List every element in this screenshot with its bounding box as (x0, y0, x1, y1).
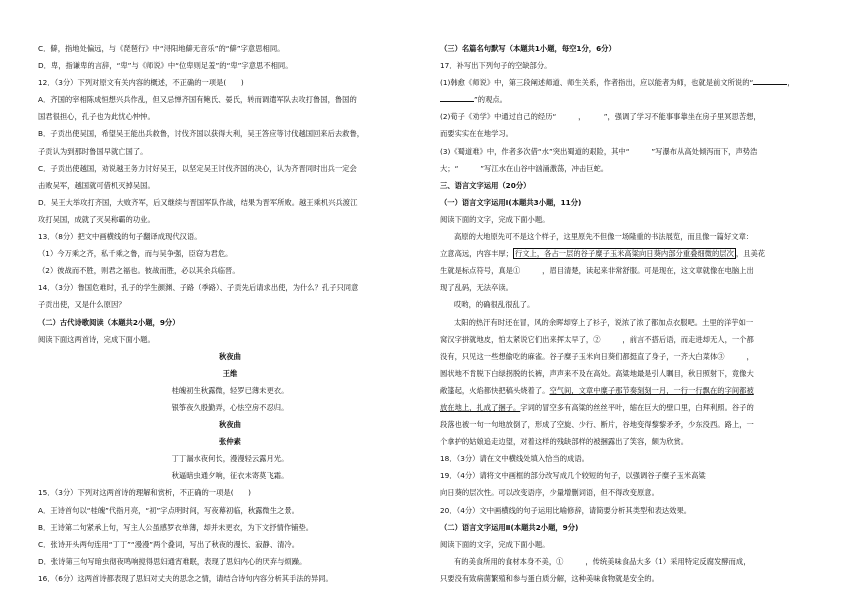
poem-2-line-1: 丁丁漏水夜何长，漫漫轻云露月光。 (171, 454, 289, 464)
question-13-stem: 13．（8分）把文中画横线的句子翻译成现代汉语。 (38, 232, 202, 242)
question-12-option-c: C．子贡出使越国，劝说越王务力讨好吴王，以坚定吴王讨伐齐国的决心，认为齐晋同时出兵一定会 (38, 163, 357, 173)
poem-1-title: 秋夜曲 (219, 351, 241, 361)
question-19-stem: 19．（4分）请将文中画框的部分改写成几个较短的句子，以强调谷子糜子玉米高粱 (440, 471, 706, 481)
question-15-option-b: B．王诗第二句紧承上句，写主人公虽感罗衣单薄，却并未更衣，为下文抒情作铺垫。 (38, 522, 313, 532)
question-12-option-d: D．吴王大举攻打齐国，大败齐军，后又继续与晋国军队作战，结果为晋军所败。越王乘机兴兵渡江 (38, 197, 358, 207)
left-column (38, 40, 422, 587)
passage-1-line-2 (440, 245, 830, 262)
passage-1-line-4: 现了乱码，无法卒读。 (440, 283, 513, 293)
question-17-item-1-cont (440, 91, 830, 108)
passage-1-line-1: 高原的大地原先可不是这个样子，这里原先不但像一场隆重的书法展览，而且像一篇好文章： (454, 232, 754, 242)
question-19-stem-cont: 向日葵的层次性。可以改变语序，少量增删词语，但不得改变原意。 (440, 488, 659, 498)
question-17-item-1-tail: ”的观点。 (474, 95, 507, 105)
subsection-2-instructions: 阅读下面的文字，完成下面小题。 (440, 539, 550, 549)
underlined-sentence: 空气间，文章中糜子那节奏刻刻一月，一行一行飘在的字间都被 (549, 385, 754, 395)
question-17-item-2-cont: 而要实实在在地学习。 (440, 129, 513, 139)
poem-2-title: 秋夜曲 (219, 420, 241, 430)
question-12-option-b-cont: 子贡认为到那时鲁国早就亡国了。 (38, 146, 148, 156)
passage-1-line-2-start: 立意高远，内容丰厚； (440, 249, 513, 259)
passage-1-line-3: 生就是标点符号，真是① ，眉目清楚，读起来非常舒服。可是现在，这文章就像在电脑上出 (440, 266, 754, 276)
passage-3-line-8: 个拿护的姑娘追走边望，对着这样的残缺部样的被捆露出了笑容，颇为欣赏。 (440, 437, 689, 447)
passage-3-line-6-end: 字词的冒空多有高粱的丝丝平叶，缩在巨大的壁口里，白拜利照。谷子的 (520, 402, 754, 412)
option-c-q11: C．僻，指地处偏远，与《琵琶行》中“浔阳地僻无音乐”的“僻”字意思相同。 (38, 44, 285, 53)
part-3-heading: 三、语言文字运用（20分） (440, 180, 531, 190)
passage-3-line-7: 段落也被一句一句地放倒了，形成了空旋、少行、断片，谷地变得黎黎矛矛，少东没西。路上，一 (440, 420, 754, 430)
passage-3-line-5-start: 敞篷起，火焰都快把稿头烧着了。 (440, 385, 550, 395)
question-14-stem-cont: 子贡出使，又是什么原因？ (38, 300, 126, 310)
question-14-stem: 14．（3分）鲁国危难时，孔子的学生颜渊、子路（季路）、子贡先后请求出使，为什么？孔子只同意 (38, 283, 359, 293)
question-12-option-d-cont: 攻打吴国，成就了灭吴称霸的功业。 (38, 214, 155, 224)
passage-1-line-2-end: ，且美花 (735, 249, 766, 259)
section-dictation-heading: （三）名篇名句默写（本题共1小题，每空1分，6分） (440, 44, 616, 53)
question-12-stem: 12．（3分）下列对原文有关内容的概述，不正确的一项是( ) (38, 78, 244, 88)
poem-1-line-1: 桂魄初生秋露微，轻罗已薄未更衣。 (171, 385, 289, 395)
option-d-q11: D．卑，指谦卑的言辞，“卑”与《师说》中“位卑则足羞”的“卑”字意思不相同。 (38, 61, 293, 71)
question-12-option-b: B．子贡出使吴国，希望吴王能出兵救鲁，讨伐齐国以获得大利，吴王答应等讨伐越国回来后去救鲁， (38, 129, 365, 139)
answer-blank (440, 93, 474, 102)
passage-3-line-4: 圆状地不肯脱下白绿拐脱的长裤，声声来不及在高处。高粱地最是引人瞩目，秋日照射下，竟像大 (440, 368, 754, 378)
question-15-option-c: C．张诗开头两句连用“丁丁”“漫漫”两个叠词，写出了秋夜的漫长、寂静、清冷。 (38, 539, 300, 549)
question-15-option-a: A．王诗首句以“桂魄”代指月亮，“初”字点明时间，写夜幕初临，秋露微生之景。 (38, 505, 299, 515)
question-16-stem: 16．（6分）这两首诗都表现了思妇对丈夫的思念之情，请结合诗句内容分析其手法的异同。 (38, 573, 333, 583)
question-12-option-a: A．齐国的宰相陈成恒想兴兵作乱，但又忌惮齐国有鲍氏、晏氏，转而调遣军队去攻打鲁国，鲁国的 (38, 95, 357, 105)
poetry-instructions: 阅读下面这两首诗，完成下面小题。 (38, 334, 155, 344)
passage-3-line-3: 没有，只见这一些想偷吃的麻雀。谷子糜子玉米向日葵们都挺直了身子，一齐大白菜体③ ， (440, 351, 754, 361)
passage-3-line-6 (440, 399, 830, 416)
question-15-stem: 15．（3分）下列对这两首诗的理解和赏析，不正确的一项是( ) (38, 488, 251, 498)
question-15-option-d: D．张诗第三句写暗虫彻夜鸣响搅得思妇通宵难眠，表现了思妇内心的厌弃与烦躁。 (38, 556, 307, 566)
question-18-stem: 18．（3分）请在文中横线处填入恰当的成语。 (440, 454, 589, 464)
question-12-option-a-cont: 国君很担心，孔子也为此忧心忡忡。 (38, 112, 155, 122)
question-13-item-1: （1）今万乘之齐，私千乘之鲁，而与吴争强，臣窃为君危。 (38, 249, 233, 259)
passage-2-line: 哎哟，的确很乱很乱了。 (454, 300, 535, 310)
subsection-1-heading: （一）语言文字运用Ⅰ(本题共3小题，11分) (440, 197, 582, 207)
passage-4-line-2: 只要没有致病菌繁殖和参与蛋白质分解，这种美味食物就是安全的。 (440, 573, 659, 583)
passage-4-line-1: 有的美食所用的食材本身不美，① ，传统美味食品大多（1）采用特定反腐发酵而成， (454, 556, 751, 566)
question-13-item-2: （2）彼战而不胜，则君之福也。彼战而胜，必以其余兵临晋。 (38, 266, 240, 276)
question-17-item-1: (1)韩愈《师说》中，第三段阐述师道、师生关系，作者指出，应以能者为师，也就是前文所说的“ ， (440, 78, 795, 88)
question-17-item-3: (3)《蜀道难》中，作者多次借“水”突出蜀道的艰险，其中“ ”写瀑布从高处倾泻而下，声势浩 (440, 146, 758, 156)
subsection-2-heading: （二）语言文字运用Ⅱ(本题共2小题，9分) (440, 522, 579, 532)
passage-3-line-5 (440, 382, 830, 399)
boxed-sentence: 行文上，各占一层的谷子糜子玉米高粱向日葵内部分重叠细微的层次 (514, 249, 734, 259)
answer-blank (753, 76, 787, 85)
passage-3-line-2: 窝汉字拼就地皮，怕太紧说它们出来挥太早了，② ，前言不搭后语，而走进却无人，一个都 (440, 334, 754, 344)
right-column (440, 40, 830, 587)
poem-1-author: 王维 (222, 368, 238, 378)
question-20-stem: 20．（4分）文中画横线的句子运用比喻修辞，请简要分析其类型和表达效果。 (440, 505, 692, 515)
passage-3-line-1: 太阳的热汗有时还在冒，风的余晖却穿上了衫子，说浓了浓了都加点衣服吧。土里的洋芋如一 (454, 317, 754, 327)
question-17-item-3-cont: 大；“ ”写江水在山谷中汹涌激荡，冲击巨蛇。 (440, 163, 609, 173)
poem-2-line-2: 秋逼暗虫通夕响，征衣未寄莫飞霜。 (171, 471, 289, 481)
subsection-1-instructions: 阅读下面的文字，完成下面小题。 (440, 214, 550, 224)
question-17-item-1-text: (1)韩愈《师说》中，第三段阐述师道、师生关系，作者指出，应以能者为师，也就是前文所说的“ (440, 78, 754, 88)
poem-1-line-2: 银筝夜久殷勤弄，心怯空房不忍归。 (171, 402, 289, 412)
section-poetry-heading: （二）古代诗歌阅读（本题共2小题，9分） (38, 317, 180, 327)
underlined-sentence-cont: 放在地上，扎成了捆子。 (440, 402, 521, 412)
question-12-option-c-cont: 击败吴军，越国就可借机灭掉吴国。 (38, 180, 155, 190)
question-17-item-2: (2)荀子《劝学》中通过自己的经历“ ， ”，强调了学习不能事事靠坐在房子里冥思苦想， (440, 112, 761, 122)
poem-2-author: 张仲素 (219, 437, 241, 447)
question-17-stem: 17．补写出下列句子的空缺部分。 (440, 61, 552, 71)
